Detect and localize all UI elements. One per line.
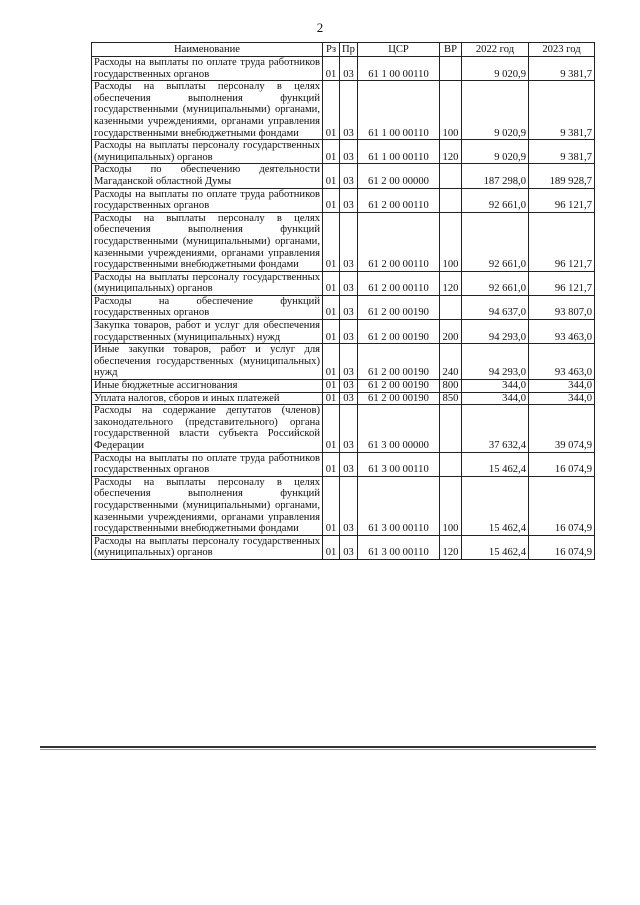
cell-rz: 01	[323, 57, 340, 81]
cell-vr	[440, 452, 462, 476]
cell-rz: 01	[323, 295, 340, 319]
cell-pr: 03	[340, 344, 358, 380]
cell-2023: 93 807,0	[529, 295, 595, 319]
cell-csr: 61 3 00 00110	[358, 535, 440, 559]
table-row	[92, 452, 595, 476]
cell-vr: 800	[440, 380, 462, 393]
cell-name: Закупка товаров, работ и услуг для обеспечения государственных (муниципальных) нужд	[92, 320, 323, 344]
cell-pr: 03	[340, 212, 358, 271]
cell-name: Расходы на выплаты персоналу в целях обеспечения выполнения функций государственными (муниципальными) органами, казенными учреждениями, органами управления государственными внебюджетными фондами	[92, 81, 323, 140]
cell-2023: 96 121,7	[529, 212, 595, 271]
cell-rz: 01	[323, 320, 340, 344]
cell-2023: 9 381,7	[529, 81, 595, 140]
cell-2022: 344,0	[462, 380, 529, 393]
table-header-row	[92, 43, 595, 57]
cell-name: Расходы на выплаты по оплате труда работников государственных органов	[92, 452, 323, 476]
table-row	[92, 344, 595, 380]
cell-pr: 03	[340, 164, 358, 188]
cell-name: Расходы на выплаты по оплате труда работников государственных органов	[92, 57, 323, 81]
cell-rz: 01	[323, 271, 340, 295]
cell-2022: 94 293,0	[462, 344, 529, 380]
header-rz: Рз	[323, 43, 340, 57]
table-row	[92, 81, 595, 140]
table-row	[92, 271, 595, 295]
table-row	[92, 295, 595, 319]
cell-2022: 37 632,4	[462, 405, 529, 452]
cell-2023: 93 463,0	[529, 344, 595, 380]
cell-2023: 344,0	[529, 392, 595, 405]
cell-csr: 61 2 00 00190	[358, 392, 440, 405]
cell-2023: 9 381,7	[529, 140, 595, 164]
cell-name: Иные бюджетные ассигнования	[92, 380, 323, 393]
cell-name: Расходы на выплаты персоналу государственных (муниципальных) органов	[92, 140, 323, 164]
cell-vr: 850	[440, 392, 462, 405]
cell-name: Расходы на выплаты персоналу в целях обеспечения выполнения функций государственными (муниципальными) органами, казенными учреждениями, органами управления государственными внебюджетными фондами	[92, 212, 323, 271]
cell-rz: 01	[323, 380, 340, 393]
cell-2022: 9 020,9	[462, 57, 529, 81]
cell-2022: 15 462,4	[462, 535, 529, 559]
cell-vr: 200	[440, 320, 462, 344]
page-number: 2	[316, 20, 324, 35]
cell-rz: 01	[323, 452, 340, 476]
cell-pr: 03	[340, 476, 358, 535]
cell-csr: 61 3 00 00110	[358, 476, 440, 535]
cell-pr: 03	[340, 320, 358, 344]
cell-name: Уплата налогов, сборов и иных платежей	[92, 392, 323, 405]
cell-2022: 92 661,0	[462, 212, 529, 271]
cell-rz: 01	[323, 476, 340, 535]
cell-2023: 96 121,7	[529, 188, 595, 212]
cell-2023: 39 074,9	[529, 405, 595, 452]
cell-name: Расходы на обеспечение функций государственных органов	[92, 295, 323, 319]
cell-name: Расходы на выплаты персоналу государственных (муниципальных) органов	[92, 271, 323, 295]
bottom-divider-thin	[40, 749, 596, 750]
cell-vr: 240	[440, 344, 462, 380]
cell-vr	[440, 57, 462, 81]
table-row	[92, 140, 595, 164]
cell-rz: 01	[323, 164, 340, 188]
cell-pr: 03	[340, 452, 358, 476]
cell-2023: 16 074,9	[529, 452, 595, 476]
table-row	[92, 57, 595, 81]
cell-vr	[440, 295, 462, 319]
cell-2023: 344,0	[529, 380, 595, 393]
cell-pr: 03	[340, 380, 358, 393]
cell-rz: 01	[323, 344, 340, 380]
cell-pr: 03	[340, 188, 358, 212]
cell-2022: 15 462,4	[462, 476, 529, 535]
cell-2022: 15 462,4	[462, 452, 529, 476]
cell-rz: 01	[323, 212, 340, 271]
cell-name: Расходы на выплаты персоналу в целях обеспечения выполнения функций государственными (муниципальными) органами, казенными учреждениями, органами управления государственными внебюджетными фондами	[92, 476, 323, 535]
cell-rz: 01	[323, 535, 340, 559]
header-pr: Пр	[340, 43, 358, 57]
cell-vr: 100	[440, 212, 462, 271]
cell-vr	[440, 188, 462, 212]
cell-pr: 03	[340, 405, 358, 452]
cell-rz: 01	[323, 405, 340, 452]
cell-2022: 94 293,0	[462, 320, 529, 344]
cell-csr: 61 2 00 00110	[358, 271, 440, 295]
table-row	[92, 405, 595, 452]
cell-vr: 120	[440, 140, 462, 164]
cell-2023: 9 381,7	[529, 57, 595, 81]
header-vr: ВР	[440, 43, 462, 57]
table-row	[92, 164, 595, 188]
cell-name: Расходы на содержание депутатов (членов) законодательного (представительного) органа государственной власти субъекта Российской Федерации	[92, 405, 323, 452]
table-row	[92, 212, 595, 271]
cell-csr: 61 1 00 00110	[358, 140, 440, 164]
cell-rz: 01	[323, 188, 340, 212]
cell-2022: 187 298,0	[462, 164, 529, 188]
header-2023: 2023 год	[529, 43, 595, 57]
cell-csr: 61 1 00 00110	[358, 57, 440, 81]
cell-rz: 01	[323, 140, 340, 164]
cell-2022: 344,0	[462, 392, 529, 405]
cell-vr: 100	[440, 81, 462, 140]
cell-csr: 61 2 00 00190	[358, 295, 440, 319]
cell-csr: 61 2 00 00000	[358, 164, 440, 188]
cell-rz: 01	[323, 392, 340, 405]
cell-csr: 61 2 00 00190	[358, 380, 440, 393]
cell-vr	[440, 164, 462, 188]
cell-csr: 61 2 00 00110	[358, 188, 440, 212]
cell-pr: 03	[340, 81, 358, 140]
cell-vr	[440, 405, 462, 452]
cell-name: Расходы на выплаты по оплате труда работников государственных органов	[92, 188, 323, 212]
table-row	[92, 320, 595, 344]
cell-2023: 189 928,7	[529, 164, 595, 188]
cell-2022: 9 020,9	[462, 81, 529, 140]
cell-name: Расходы на выплаты персоналу государственных (муниципальных) органов	[92, 535, 323, 559]
cell-csr: 61 3 00 00110	[358, 452, 440, 476]
cell-pr: 03	[340, 392, 358, 405]
cell-csr: 61 2 00 00110	[358, 212, 440, 271]
cell-pr: 03	[340, 295, 358, 319]
table-row	[92, 535, 595, 559]
table-row	[92, 188, 595, 212]
cell-vr: 100	[440, 476, 462, 535]
cell-pr: 03	[340, 271, 358, 295]
cell-csr: 61 3 00 00000	[358, 405, 440, 452]
cell-pr: 03	[340, 535, 358, 559]
table-row	[92, 392, 595, 405]
cell-pr: 03	[340, 140, 358, 164]
header-2022: 2022 год	[462, 43, 529, 57]
budget-table	[91, 42, 595, 560]
cell-2022: 92 661,0	[462, 188, 529, 212]
bottom-divider	[40, 746, 596, 748]
cell-2023: 16 074,9	[529, 476, 595, 535]
cell-csr: 61 2 00 00190	[358, 320, 440, 344]
cell-2023: 16 074,9	[529, 535, 595, 559]
header-csr: ЦСР	[358, 43, 440, 57]
table-row	[92, 476, 595, 535]
cell-rz: 01	[323, 81, 340, 140]
cell-csr: 61 1 00 00110	[358, 81, 440, 140]
table-body	[92, 57, 595, 560]
table-row	[92, 380, 595, 393]
header-name: Наименование	[92, 43, 323, 57]
cell-csr: 61 2 00 00190	[358, 344, 440, 380]
cell-name: Расходы по обеспечению деятельности Магаданской областной Думы	[92, 164, 323, 188]
cell-vr: 120	[440, 535, 462, 559]
cell-2022: 9 020,9	[462, 140, 529, 164]
cell-2023: 96 121,7	[529, 271, 595, 295]
cell-2022: 92 661,0	[462, 271, 529, 295]
cell-pr: 03	[340, 57, 358, 81]
cell-vr: 120	[440, 271, 462, 295]
cell-2023: 93 463,0	[529, 320, 595, 344]
cell-2022: 94 637,0	[462, 295, 529, 319]
cell-name: Иные закупки товаров, работ и услуг для обеспечения государственных (муниципальных) нужд	[92, 344, 323, 380]
